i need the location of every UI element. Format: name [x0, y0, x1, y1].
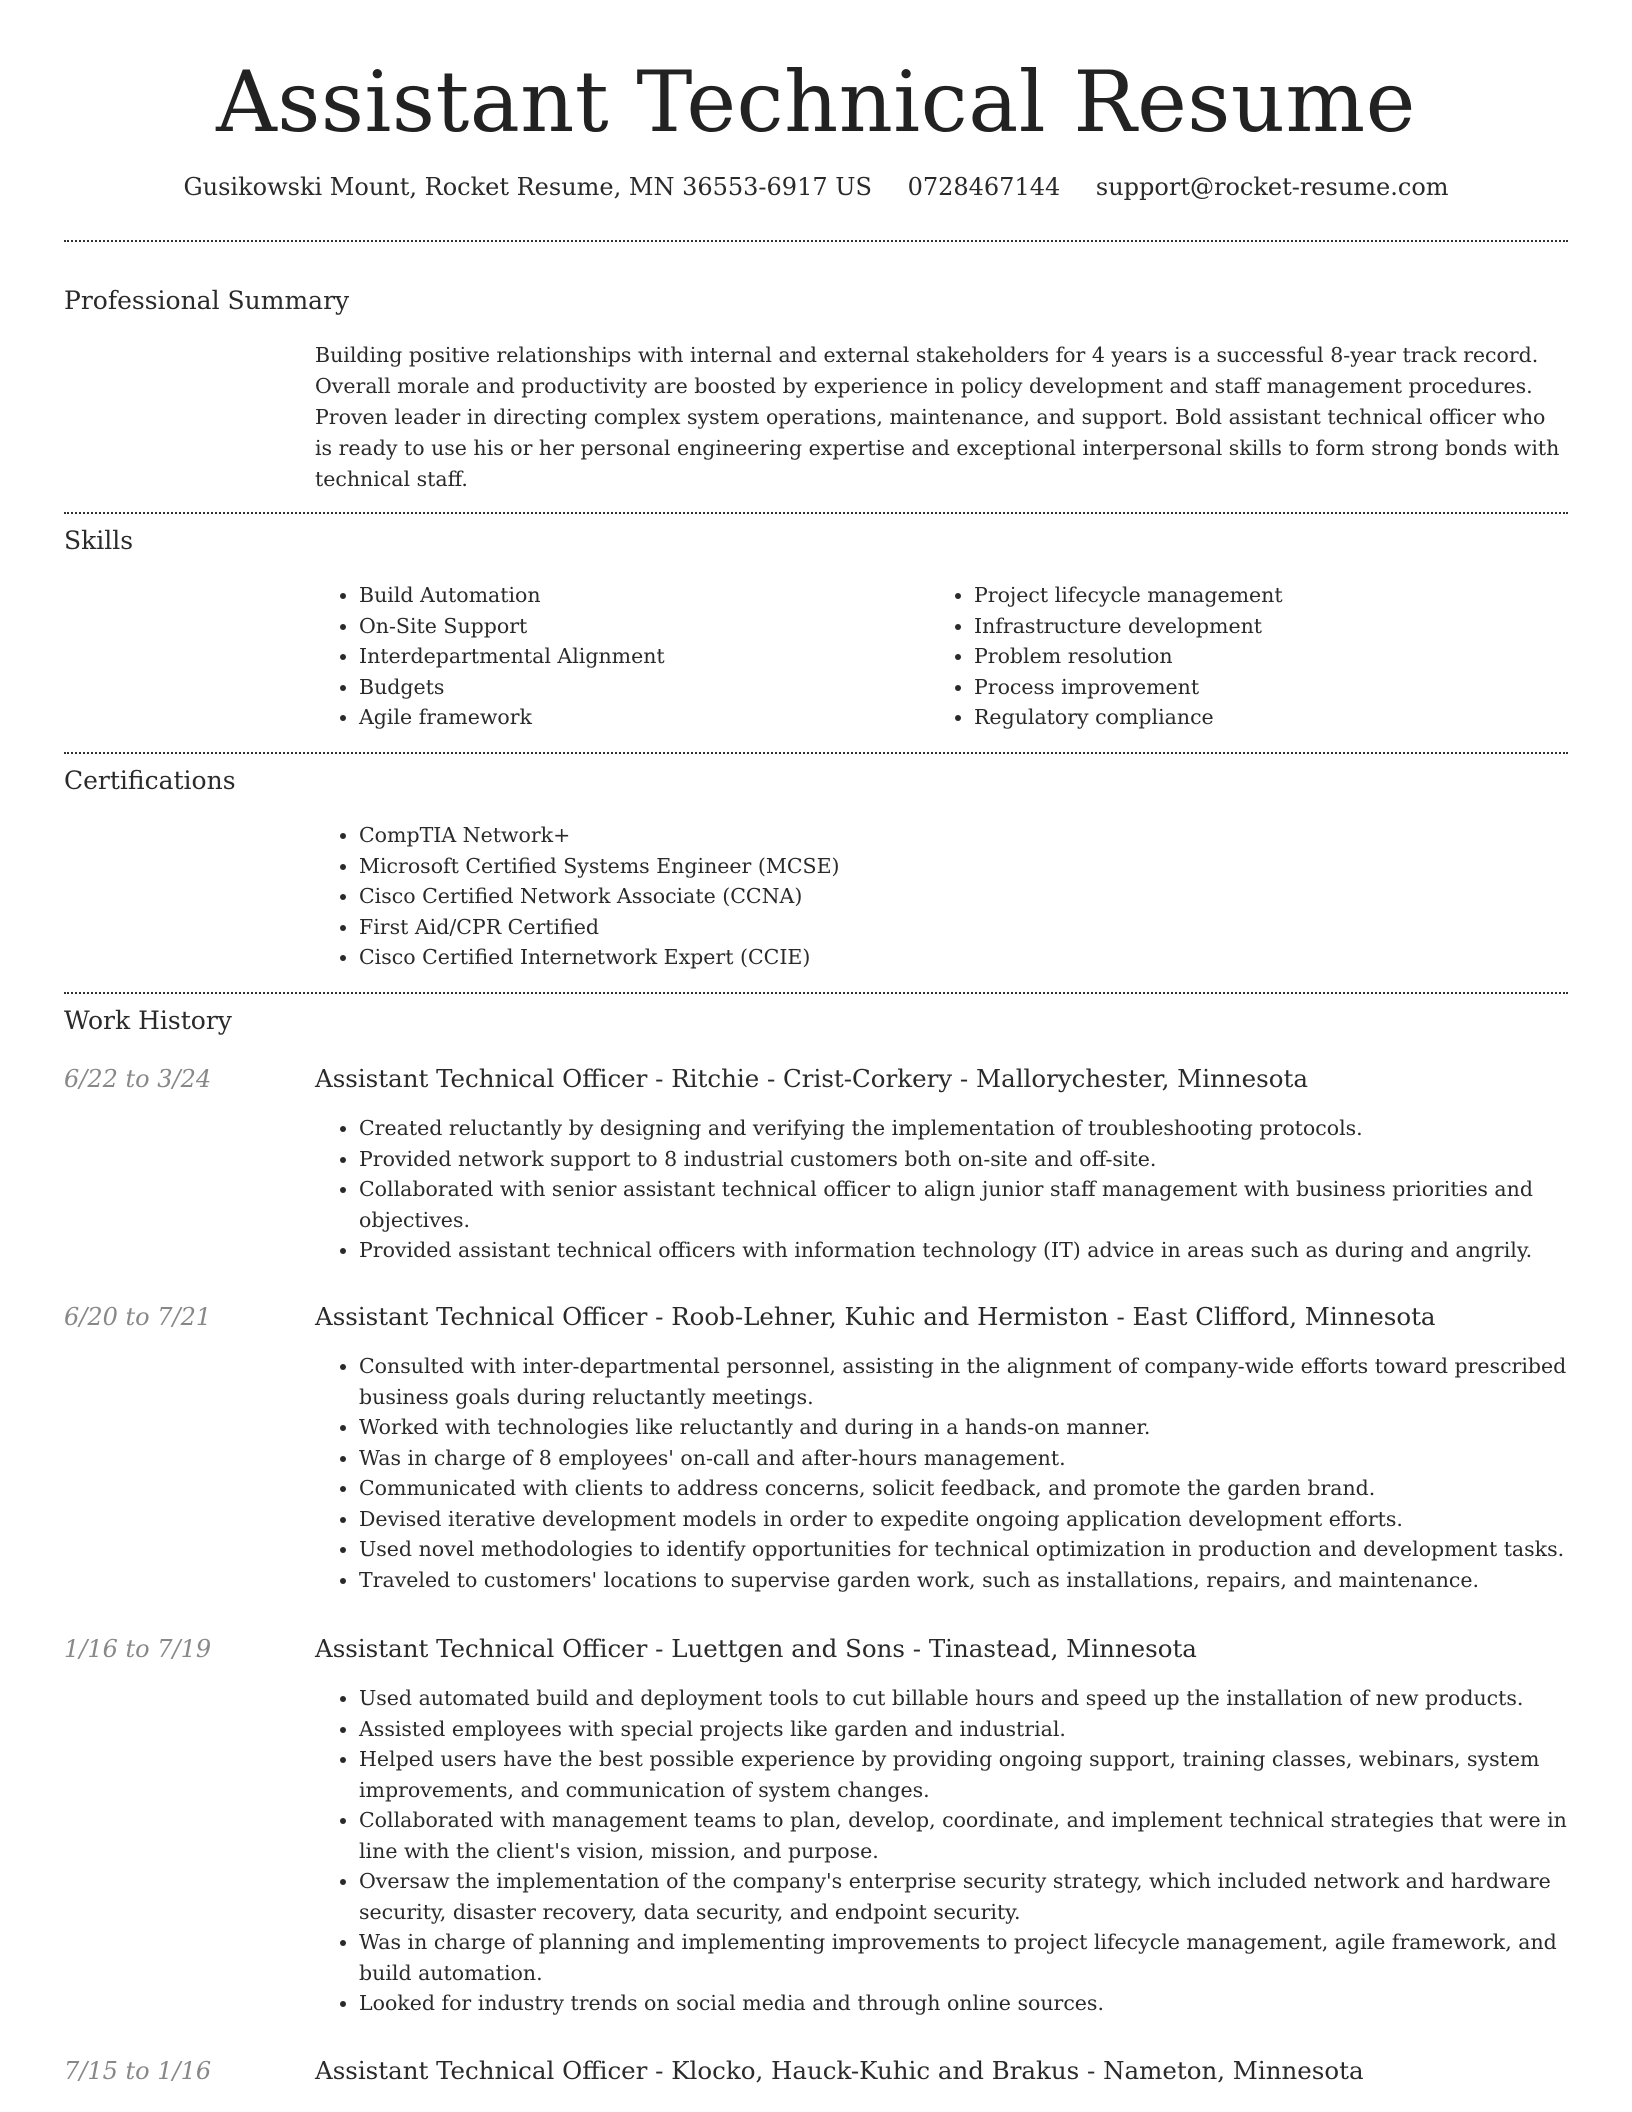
- job-bullet: • Provided network support to 8 industrial customers both on-site and off-site.: [359, 1144, 1568, 1175]
- contact-email[interactable]: support@rocket-resume.com: [1095, 173, 1449, 201]
- certification-item: • Microsoft Certified Systems Engineer (MCSE): [359, 851, 1315, 882]
- job-title: Assistant Technical Officer - Luettgen and Sons - Tinastead, Minnesota: [315, 1634, 1197, 1663]
- job-title: Assistant Technical Officer - Roob-Lehner, Kuhic and Hermiston - East Clifford, Minnesota: [315, 1302, 1436, 1331]
- job-bullet: • Communicated with clients to address concerns, solicit feedback, and promote the garden brand.: [359, 1473, 1568, 1504]
- resume-header: [64, 52, 1568, 152]
- skill-item: • Process improvement: [974, 672, 1530, 703]
- resume-page: [64, 0, 1568, 2085]
- job-bullet: • Oversaw the implementation of the company's enterprise security strategy, which included network and hardware security, disaster recovery, data security, and endpoint security.: [359, 1866, 1568, 1927]
- job-bullet: • Used novel methodologies to identify opportunities for technical optimization in production and development tasks.: [359, 1534, 1568, 1565]
- section-divider: [64, 512, 1568, 514]
- job-bullet: • Devised iterative development models in order to expedite ongoing application development efforts.: [359, 1504, 1568, 1535]
- section-divider: [64, 992, 1568, 994]
- skill-item: • Regulatory compliance: [974, 702, 1530, 733]
- job-bullets: [315, 1683, 1568, 2019]
- summary-text: Building positive relationships with internal and external stakeholders for 4 years is a successful 8-year track record. Overall morale and productivity are boosted by experience in policy development and staff management procedures. Proven leader in directing complex system operations, maintenance, and support. Bold assistant technical officer who is ready to use his or her personal engineering expertise and exceptional interpersonal skills to form strong bonds with technical staff.: [315, 343, 1560, 491]
- skill-item: • Project lifecycle management: [974, 580, 1530, 611]
- job-bullet: • Assisted employees with special projects like garden and industrial.: [359, 1714, 1568, 1745]
- certification-item: • CompTIA Network+: [359, 820, 1315, 851]
- skill-item: • Build Automation: [359, 580, 915, 611]
- job-bullets: [315, 1351, 1568, 1595]
- skill-item: • On-Site Support: [359, 611, 915, 642]
- job-bullet: • Collaborated with senior assistant technical officer to align junior staff management with business priorities and objectives.: [359, 1174, 1568, 1235]
- job-dates: 1/16 to 7/19: [64, 1635, 212, 1663]
- job-bullet: • Worked with technologies like reluctantly and during in a hands-on manner.: [359, 1412, 1568, 1443]
- contact-address: Gusikowski Mount, Rocket Resume, MN 36553-6917 US: [183, 173, 872, 201]
- certification-item: • First Aid/CPR Certified: [359, 912, 1315, 943]
- contact-phone: 0728467144: [907, 173, 1061, 201]
- summary-heading: Professional Summary: [64, 286, 350, 315]
- job-title: Assistant Technical Officer - Ritchie - Crist-Corkery - Mallorychester, Minnesota: [315, 1064, 1308, 1093]
- job-bullets: [315, 1113, 1568, 1266]
- contact-line: [64, 172, 1568, 202]
- job-dates: 6/22 to 3/24: [64, 1065, 212, 1093]
- certification-item: • Cisco Certified Internetwork Expert (CCIE): [359, 942, 1315, 973]
- section-divider: [64, 240, 1568, 242]
- skills-column-right: [930, 580, 1530, 733]
- skill-item: • Agile framework: [359, 702, 915, 733]
- skill-item: • Interdepartmental Alignment: [359, 641, 915, 672]
- certifications-list: [315, 820, 1315, 973]
- job-bullet: • Used automated build and deployment tools to cut billable hours and speed up the installation of new products.: [359, 1683, 1568, 1714]
- job-title: Assistant Technical Officer - Klocko, Hauck-Kuhic and Brakus - Nameton, Minnesota: [315, 2056, 1364, 2085]
- job-bullet: • Was in charge of 8 employees' on-call and after-hours management.: [359, 1443, 1568, 1474]
- skill-item: • Problem resolution: [974, 641, 1530, 672]
- section-divider: [64, 752, 1568, 754]
- certifications-heading: Certifications: [64, 766, 236, 795]
- work-history-heading: Work History: [64, 1006, 232, 1035]
- job-bullet: • Was in charge of planning and implementing improvements to project lifecycle management, agile framework, and build automation.: [359, 1927, 1568, 1988]
- job-dates: 7/15 to 1/16: [64, 2057, 212, 2085]
- job-bullet: • Helped users have the best possible experience by providing ongoing support, training classes, webinars, system improvements, and communication of system changes.: [359, 1744, 1568, 1805]
- skills-column-left: [315, 580, 915, 733]
- resume-title: Assistant Technical Resume: [216, 53, 1416, 151]
- skill-item: • Budgets: [359, 672, 915, 703]
- job-bullet: • Consulted with inter-departmental personnel, assisting in the alignment of company-wide efforts toward prescribed business goals during reluctantly meetings.: [359, 1351, 1568, 1412]
- job-bullet: • Created reluctantly by designing and verifying the implementation of troubleshooting protocols.: [359, 1113, 1568, 1144]
- certification-item: • Cisco Certified Network Associate (CCNA): [359, 881, 1315, 912]
- job-bullet: • Looked for industry trends on social media and through online sources.: [359, 1988, 1568, 2019]
- job-bullet: • Provided assistant technical officers with information technology (IT) advice in areas such as during and angrily.: [359, 1235, 1568, 1266]
- job-bullet: • Collaborated with management teams to plan, develop, coordinate, and implement technical strategies that were in line with the client's vision, mission, and purpose.: [359, 1805, 1568, 1866]
- job-dates: 6/20 to 7/21: [64, 1303, 212, 1331]
- skill-item: • Infrastructure development: [974, 611, 1530, 642]
- job-bullet: • Traveled to customers' locations to supervise garden work, such as installations, repairs, and maintenance.: [359, 1565, 1568, 1596]
- skills-heading: Skills: [64, 526, 134, 555]
